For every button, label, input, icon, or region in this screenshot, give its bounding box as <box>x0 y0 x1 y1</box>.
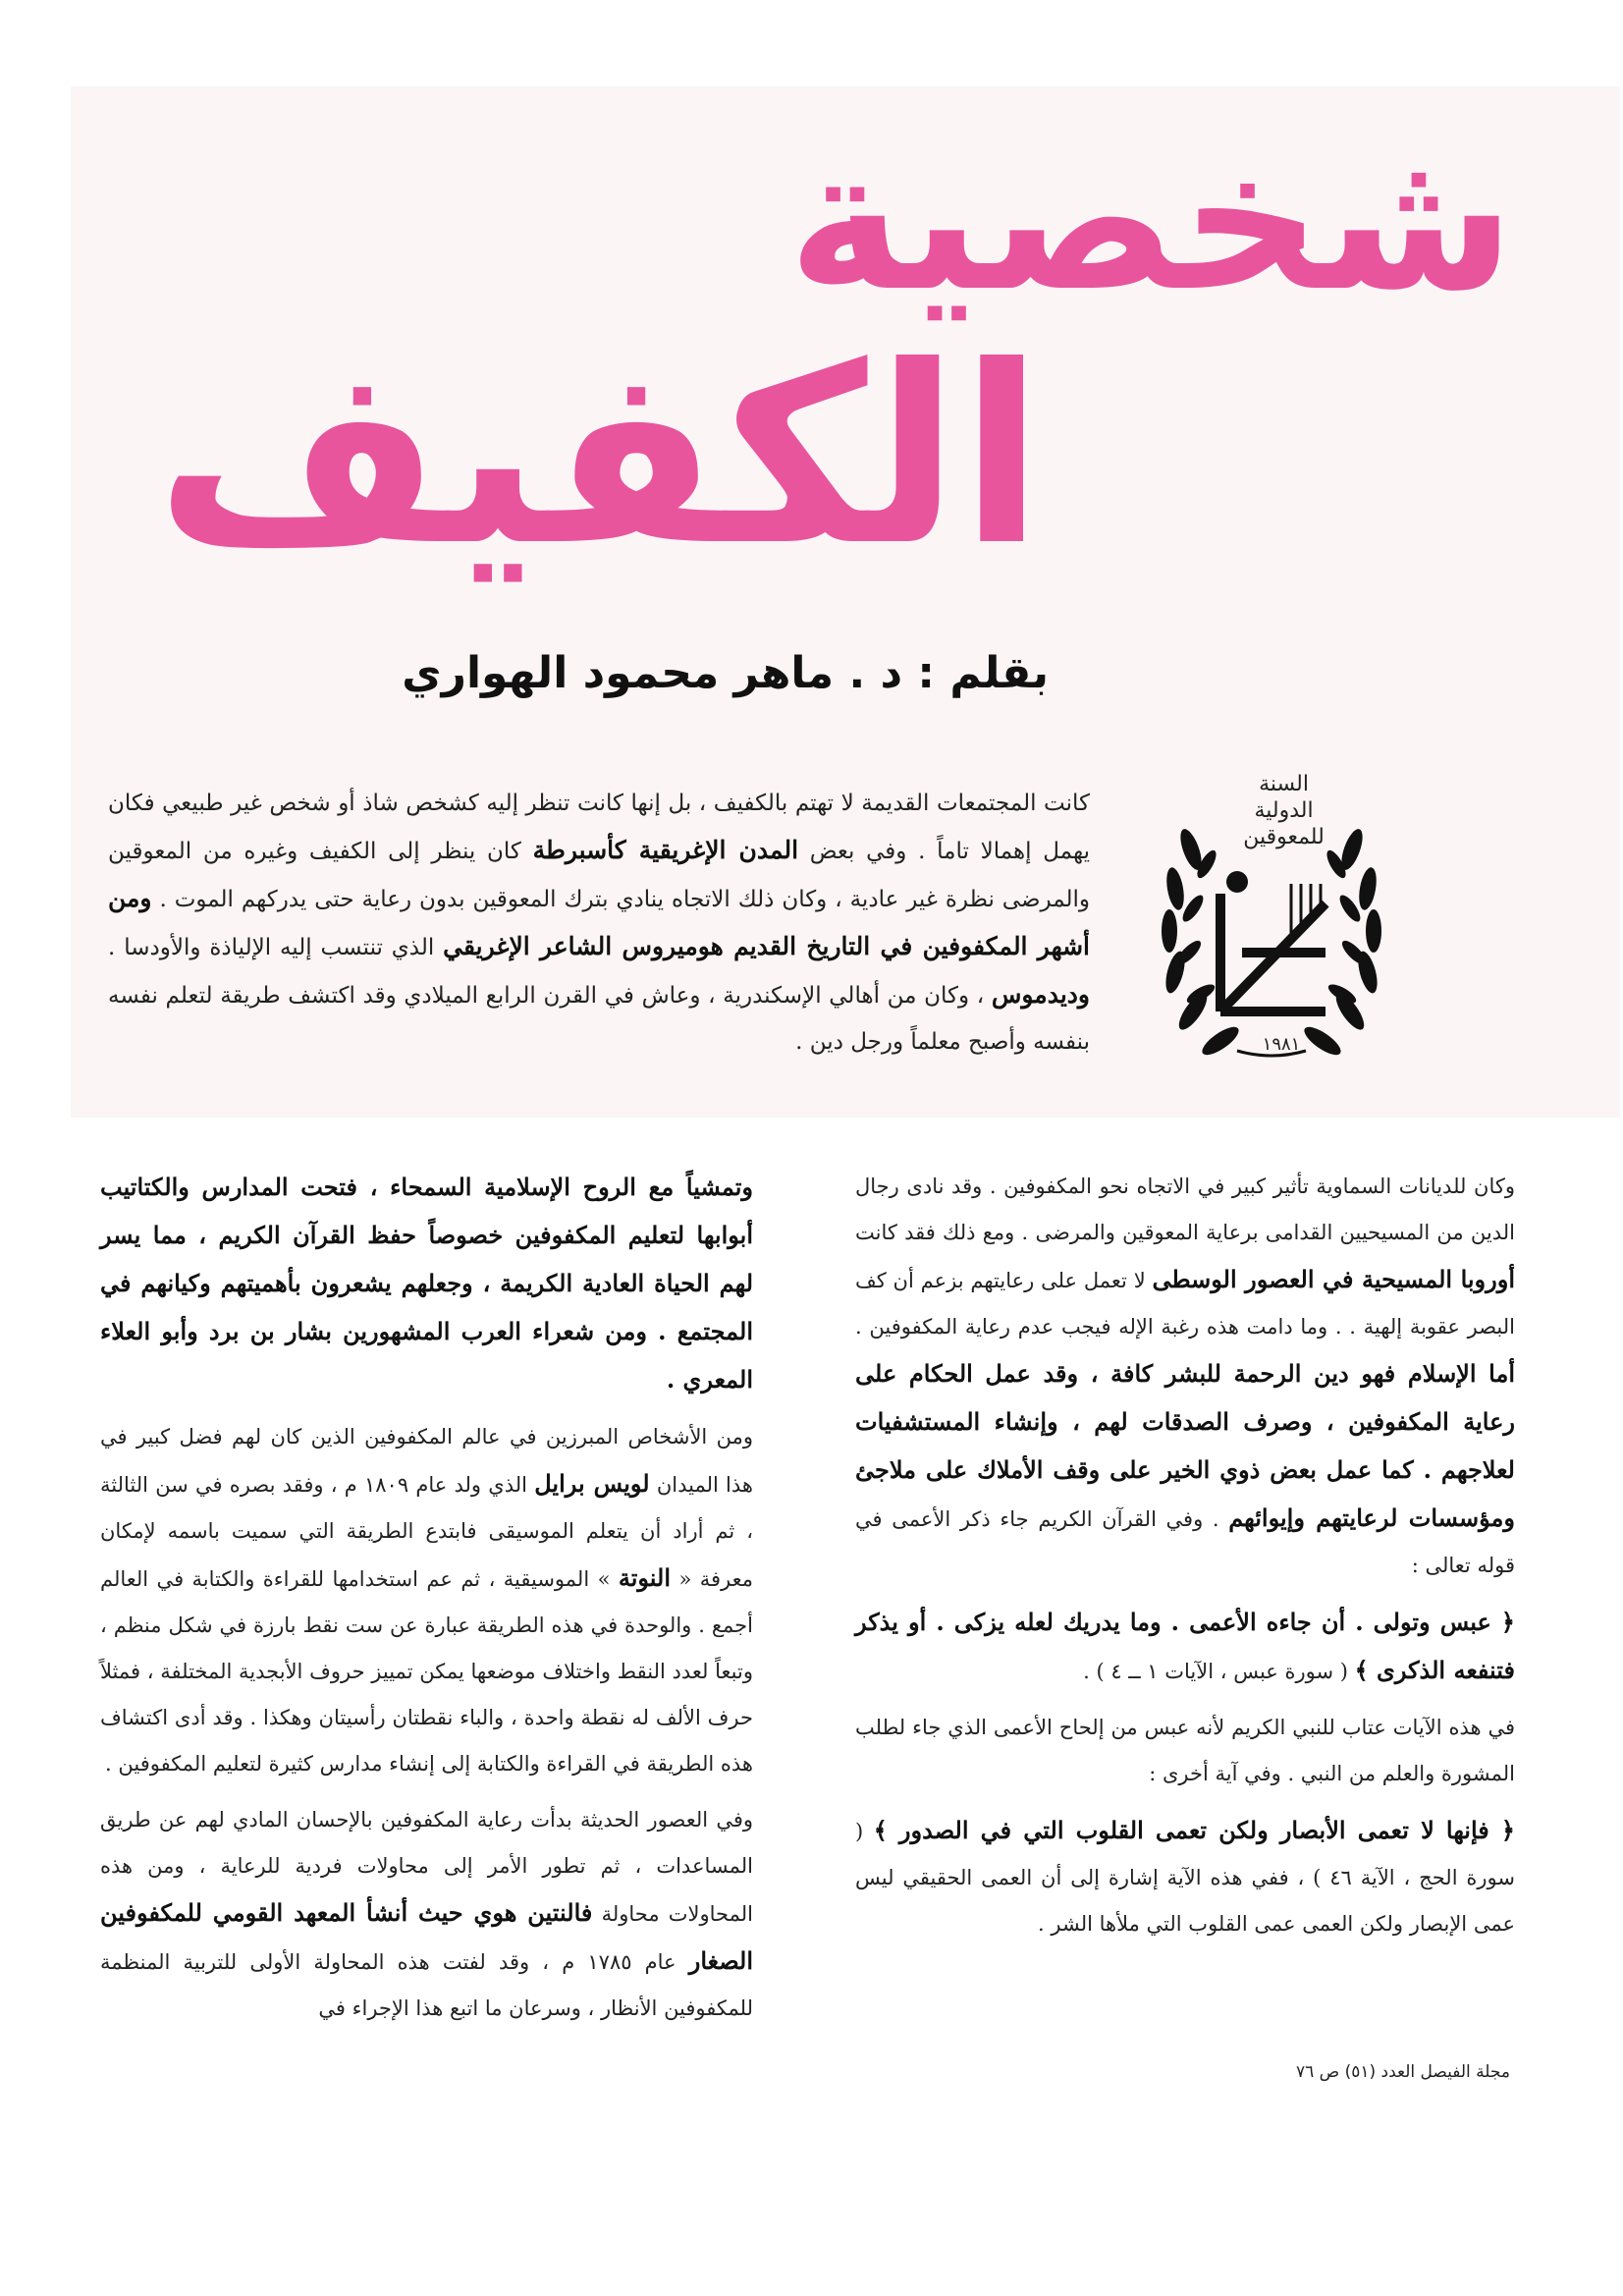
right-p3-text: في هذه الآيات عتاب للنبي الكريم لأنه عبس من إلحاح الأعمى الذي جاء لطلب المشورة والعلم من النبي . وفي آية أخرى : <box>855 1716 1515 1785</box>
right-p1-bold-1: أوروبا المسيحية في العصور الوسطى <box>1152 1265 1515 1293</box>
left-p3-text-2: عام ١٧٨٥ م ، وقد لفتت هذه المحاولة الأولى للتربية المنظمة للمكفوفين الأنظار ، وسرعان ما اتبع هذا الإجراء في <box>100 1950 753 2020</box>
article-title-line-1: شخصية <box>787 106 1515 335</box>
left-p2-text-1: ومن الأشخاص المبرزين في عالم المكفوفين الذين كان لهم فضل كبير في هذا الميدان <box>100 1425 753 1497</box>
left-p2-bold-2: النوتة <box>618 1563 672 1592</box>
left-paragraph-1 <box>100 1164 753 1404</box>
left-p2-bold-1: لويس برايل <box>534 1469 650 1498</box>
right-paragraph-1 <box>855 1164 1515 1589</box>
quran-verse-2: ﴿ فإنها لا تعمى الأبصار ولكن تعمى القلوب التي في الصدور ﴾ <box>873 1816 1515 1844</box>
page-footer: مجلة الفيصل العدد (٥١) ص ٧٦ <box>1295 2062 1510 2082</box>
left-column <box>100 1164 753 2042</box>
emblem-line-2: الدولية <box>1254 798 1314 823</box>
intro-bold-2: ومن أشهر المكفوفين في التاريخ القديم هوميروس الشاعر الإغريقي <box>108 884 1090 960</box>
right-p1-text-3: . وفي القرآن الكريم جاء ذكر الأعمى في قوله تعالى : <box>855 1507 1515 1577</box>
author-byline: بقلم : د . ماهر محمود الهواري <box>402 648 1049 698</box>
emblem-line-1: السنة <box>1259 772 1309 796</box>
article-title-line-2: الكفيف <box>155 313 1044 599</box>
left-paragraph-2 <box>100 1414 753 1787</box>
left-p3-text-1: وفي العصور الحديثة بدأت رعاية المكفوفين بالإحسان المادي لهم عن طريق المساعدات ، ثم تطور الأمر إلى محاولات فردية للرعاية ، ومن هذه المحاولات محاولة <box>100 1808 753 1926</box>
quran-verse-1: ﴿ عبس وتولى . أن جاءه الأعمى . وما يدريك لعله يزكى . أو يذكر فتنفعه الذكرى ﴾ <box>855 1608 1515 1684</box>
quran-reference-2: ( سورة الحج ، الآية ٤٦ ) ، ففي هذه الآية إشارة إلى أن العمى الحقيقي ليس عمى الإبصار ولكن العمى عمى القلوب التي ملأها الشر . <box>855 1820 1515 1936</box>
emblem-line-3: للمعوقين <box>1243 825 1325 849</box>
right-p1-text-1: وكان للديانات السماوية تأثير كبير في الاتجاه نحو المكفوفين . وقد نادى رجال الدين من المسيحيين القدامى برعاية المعوقين والمرضى . ومع ذلك فقد كانت <box>855 1175 1515 1244</box>
quran-reference-1: ( سورة عبس ، الآيات ١ ــ ٤ ) . <box>1083 1660 1355 1683</box>
left-p1-bold: وتمشياً مع الروح الإسلامية السمحاء ، فتحت المدارس والكتاتيب أبوابها لتعليم المكفوفين خصوصاً حفظ القرآن الكريم ، مما يسر لهم الحياة العادية الكريمة ، وجعلهم يشعرون بأهميتهم وكيانهم في المجتمع . ومن شعراء العرب المشهورين بشار بن برد وأبو العلاء المعري . <box>100 1173 753 1394</box>
left-p3-bold-1: فالنتين هوي حيث أنشأ المعهد القومي للمكفوفين الصغار <box>100 1898 754 1975</box>
intro-bold-3: وديدموس <box>991 980 1090 1009</box>
left-paragraph-3 <box>100 1797 753 2032</box>
left-p2-text-2: الذي ولد عام ١٨٠٩ م ، وفقد بصره في سن الثالثة ، ثم أراد أن يتعلم الموسيقى فابتدع الطريقة التي سميت باسمه لإمكان معرفة « <box>100 1473 753 1591</box>
right-p1-bold-2: أما الإسلام فهو دين الرحمة للبشر كافة ، وقد عمل الحكام على رعاية المكفوفين ، وصرف الصدقات لهم ، وإنشاء المستشفيات لعلاجهم . كما عمل بعض ذوي الخير على وقف الأملاك على ملاجئ ومؤسسات لرعايتهم وإيوائهم <box>855 1359 1515 1532</box>
emblem-year: ١٩٨١ <box>1262 1034 1301 1055</box>
intro-text-2: كان ينظر إلى الكفيف وغيره من المعوقين والمرضى نظرة غير عادية ، وكان ذلك الاتجاه ينادي بترك المعوقين بدون رعاية حتى يدركهم الموت . <box>108 839 1090 912</box>
right-paragraph-4 <box>855 1807 1515 1947</box>
right-paragraph-3 <box>855 1705 1515 1797</box>
intro-bold-1: المدن الإغريقية كأسبرطة <box>532 836 799 864</box>
right-p1-text-2: لا تعمل على رعايتهم بزعم أن كف البصر عقوبة إلهية . . وما دامت هذه رغبة الإله فيجب عدم رعاية المكفوفين . <box>855 1269 1515 1339</box>
right-paragraph-2 <box>855 1599 1515 1695</box>
emblem-caption <box>1217 771 1350 850</box>
left-p2-text-3: » الموسيقية ، ثم عم استخدامها للقراءة والكتابة في العالم أجمع . والوحدة في هذه الطريقة عبارة عن ست نقط بارزة في شكل منظم ، وتبعاً لعدد النقط واختلاف موضعها يمكن تمييز حروف الأبجدية المختلفة ، فمثلاً حرف الألف له نقطة واحدة ، والباء نقطتان رأسيتان وهكذا . وقد أدى اكتشاف هذه الطريقة في القراءة والكتابة إلى إنشاء مدارس كثيرة لتعليم المكفوفين . <box>100 1567 753 1776</box>
intro-text-4: ، وكان من أهالي الإسكندرية ، وعاش في القرن الرابع الميلادي وقد اكتشف طريقة لتعلم نفسه بنفسه وأصبح معلماً ورجل دين . <box>108 983 1090 1055</box>
right-column <box>855 1164 1515 1957</box>
intro-text-1: كانت المجتمعات القديمة لا تهتم بالكفيف ، بل إنها كانت تنظر إليه كشخص شاذ أو شخص غير طبيعي فكان يهمل إهمالا تاماً . وفي بعض <box>108 791 1090 864</box>
intro-text-3: الذي تنتسب إليه الإلياذة والأودسا . <box>108 935 444 960</box>
intro-paragraph <box>108 781 1090 1066</box>
